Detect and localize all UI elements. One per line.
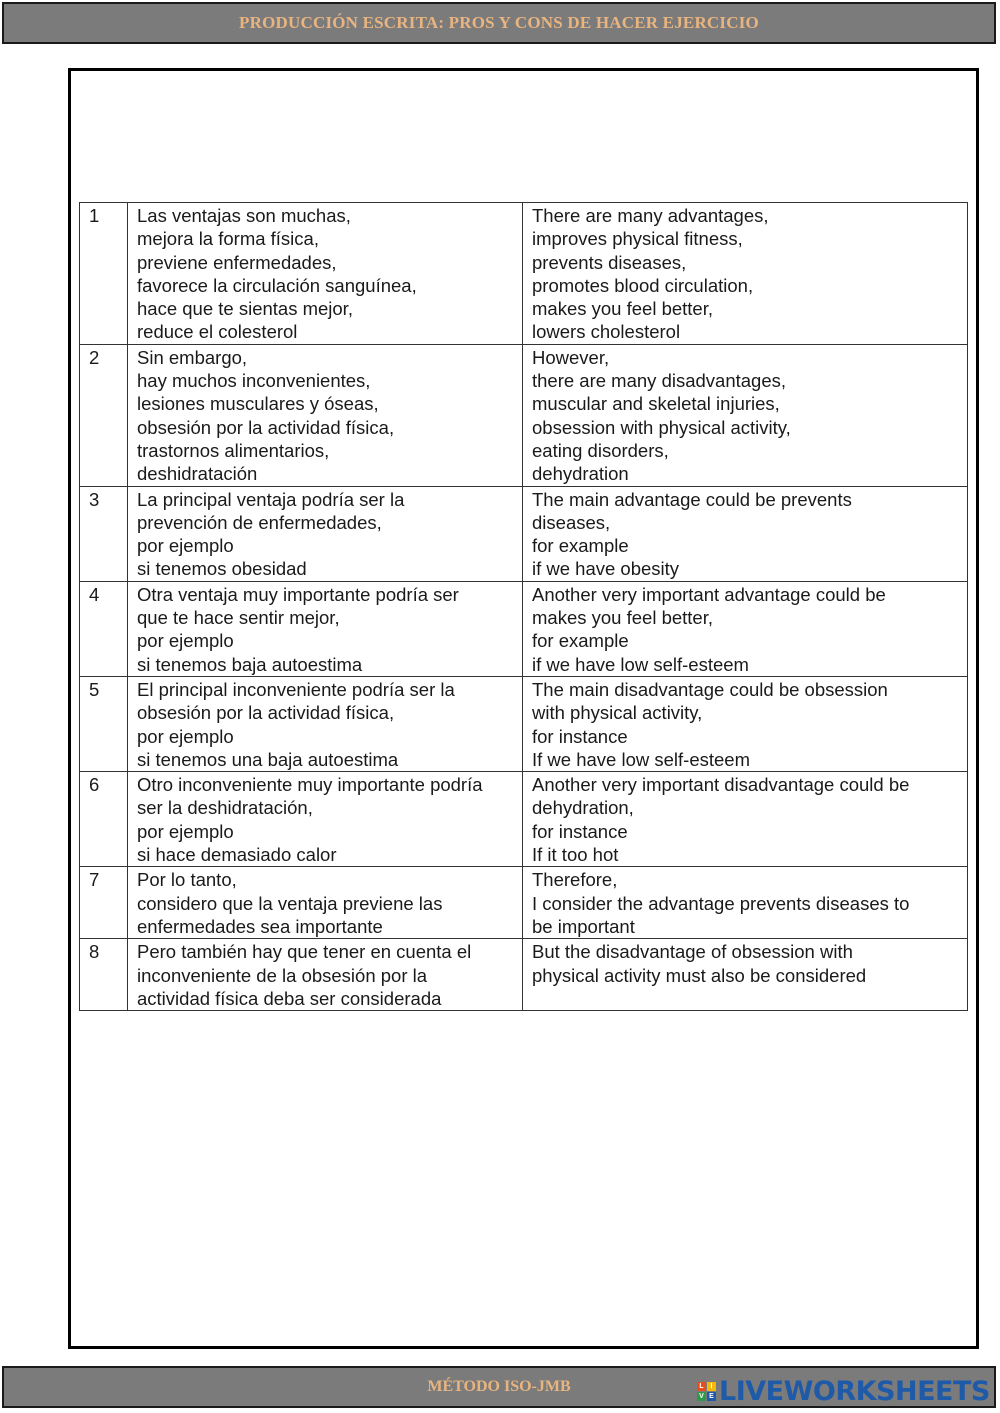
row-number: 6 bbox=[80, 772, 128, 867]
table-row bbox=[80, 344, 968, 486]
english-line: makes you feel better, bbox=[532, 607, 713, 629]
spanish-line: si tenemos obesidad bbox=[137, 558, 307, 580]
english-cell bbox=[523, 939, 968, 1011]
spanish-line: reduce el colesterol bbox=[137, 321, 298, 343]
spanish-cell bbox=[128, 344, 523, 486]
table-row bbox=[80, 203, 968, 345]
english-line: for example bbox=[532, 630, 629, 652]
english-line: obsession with physical activity, bbox=[532, 416, 791, 438]
spanish-line: actividad física deba ser considerada bbox=[137, 987, 442, 1009]
row-number: 1 bbox=[80, 203, 128, 345]
spanish-line: Por lo tanto, bbox=[137, 869, 237, 891]
spanish-line: Otra ventaja muy importante podría ser bbox=[137, 583, 459, 605]
english-line: for instance bbox=[532, 820, 628, 842]
spanish-line: hay muchos inconvenientes, bbox=[137, 370, 371, 392]
spanish-line: Las ventajas son muchas, bbox=[137, 205, 351, 226]
english-line: muscular and skeletal injuries, bbox=[532, 393, 780, 415]
english-line: be important bbox=[532, 915, 635, 937]
english-line: promotes blood circulation, bbox=[532, 274, 754, 296]
english-line: The main advantage could be prevents bbox=[532, 488, 852, 510]
liveworksheets-logo-icon bbox=[697, 1382, 716, 1401]
english-line: There are many advantages, bbox=[532, 205, 769, 226]
english-line: Another very important advantage could be bbox=[532, 583, 886, 605]
english-line: prevents diseases, bbox=[532, 251, 687, 273]
english-line: Another very important disadvantage could be bbox=[532, 774, 910, 796]
spanish-line: si tenemos baja autoestima bbox=[137, 653, 363, 675]
english-line: improves physical fitness, bbox=[532, 228, 743, 250]
english-line: dehydration, bbox=[532, 797, 634, 819]
spanish-line: por ejemplo bbox=[137, 630, 234, 652]
spanish-line: enfermedades sea importante bbox=[137, 915, 383, 937]
logo-letter: V bbox=[697, 1392, 706, 1401]
spanish-line: deshidratación bbox=[137, 463, 258, 485]
header-bar bbox=[2, 2, 996, 44]
spanish-line: por ejemplo bbox=[137, 820, 234, 842]
english-line: I consider the advantage prevents diseases to bbox=[532, 892, 910, 914]
spanish-line: favorece la circulación sanguínea, bbox=[137, 274, 417, 296]
table-row bbox=[80, 867, 968, 939]
logo-letter: L bbox=[697, 1382, 706, 1391]
english-cell bbox=[523, 344, 968, 486]
brand-wordmark: LIVEWORKSHEETS bbox=[719, 1375, 990, 1407]
english-line: Therefore, bbox=[532, 869, 618, 891]
footer-text: MÉTODO ISO-JMB bbox=[427, 1378, 571, 1395]
english-line: with physical activity, bbox=[532, 702, 703, 724]
english-line: If it too hot bbox=[532, 844, 619, 866]
spanish-cell bbox=[128, 772, 523, 867]
english-line: for example bbox=[532, 535, 629, 557]
english-line: for instance bbox=[532, 725, 628, 747]
spanish-line: si tenemos una baja autoestima bbox=[137, 748, 399, 770]
page-title: PRODUCCIÓN ESCRITA: PROS Y CONS DE HACER EJERCICIO bbox=[239, 13, 759, 32]
spanish-cell bbox=[128, 203, 523, 345]
logo-letter: I bbox=[707, 1382, 716, 1391]
english-cell bbox=[523, 203, 968, 345]
spanish-cell bbox=[128, 867, 523, 939]
english-cell bbox=[523, 772, 968, 867]
spanish-line: Sin embargo, bbox=[137, 346, 248, 368]
spanish-cell bbox=[128, 939, 523, 1011]
logo-letter: E bbox=[707, 1392, 716, 1401]
spanish-line: Otro inconveniente muy importante podría bbox=[137, 774, 483, 796]
spanish-line: que te hace sentir mejor, bbox=[137, 607, 340, 629]
spanish-line: por ejemplo bbox=[137, 535, 234, 557]
english-line: there are many disadvantages, bbox=[532, 370, 787, 392]
phrases-table bbox=[79, 202, 968, 1011]
row-number: 4 bbox=[80, 581, 128, 676]
english-line: lowers cholesterol bbox=[532, 321, 681, 343]
row-number: 7 bbox=[80, 867, 128, 939]
english-line: eating disorders, bbox=[532, 439, 669, 461]
spanish-line: ser la deshidratación, bbox=[137, 797, 313, 819]
row-number: 8 bbox=[80, 939, 128, 1011]
row-number: 5 bbox=[80, 676, 128, 771]
row-number: 3 bbox=[80, 486, 128, 581]
english-line: if we have low self-esteem bbox=[532, 653, 749, 675]
table-row bbox=[80, 581, 968, 676]
spanish-line: obsesión por la actividad física, bbox=[137, 416, 395, 438]
spanish-line: Pero también hay que tener en cuenta el bbox=[137, 941, 472, 963]
spanish-cell bbox=[128, 676, 523, 771]
spanish-line: prevención de enfermedades, bbox=[137, 511, 382, 533]
spanish-line: obsesión por la actividad física, bbox=[137, 702, 395, 724]
english-line: If we have low self-esteem bbox=[532, 748, 750, 770]
spanish-line: La principal ventaja podría ser la bbox=[137, 488, 405, 510]
spanish-line: por ejemplo bbox=[137, 725, 234, 747]
english-line: The main disadvantage could be obsession bbox=[532, 678, 888, 700]
liveworksheets-brand[interactable] bbox=[697, 1376, 990, 1406]
english-line: if we have obesity bbox=[532, 558, 680, 580]
english-cell bbox=[523, 486, 968, 581]
english-line: However, bbox=[532, 346, 610, 368]
spanish-cell bbox=[128, 581, 523, 676]
spanish-line: inconveniente de la obsesión por la bbox=[137, 964, 428, 986]
english-line: diseases, bbox=[532, 511, 611, 533]
english-cell bbox=[523, 676, 968, 771]
row-number: 2 bbox=[80, 344, 128, 486]
english-line: makes you feel better, bbox=[532, 298, 713, 320]
spanish-line: lesiones musculares y óseas, bbox=[137, 393, 379, 415]
spanish-line: hace que te sientas mejor, bbox=[137, 298, 353, 320]
spanish-line: considero que la ventaja previene las bbox=[137, 892, 443, 914]
table-row bbox=[80, 772, 968, 867]
spanish-line: previene enfermedades, bbox=[137, 251, 337, 273]
english-line: physical activity must also be considered bbox=[532, 964, 867, 986]
spanish-line: El principal inconveniente podría ser la bbox=[137, 678, 455, 700]
table-row bbox=[80, 676, 968, 771]
english-cell bbox=[523, 867, 968, 939]
spanish-line: si hace demasiado calor bbox=[137, 844, 337, 866]
english-cell bbox=[523, 581, 968, 676]
english-line: But the disadvantage of obsession with bbox=[532, 941, 853, 963]
table-row bbox=[80, 486, 968, 581]
table-row bbox=[80, 939, 968, 1011]
spanish-line: mejora la forma física, bbox=[137, 228, 319, 250]
english-line: dehydration bbox=[532, 463, 629, 485]
spanish-line: trastornos alimentarios, bbox=[137, 439, 330, 461]
spanish-cell bbox=[128, 486, 523, 581]
